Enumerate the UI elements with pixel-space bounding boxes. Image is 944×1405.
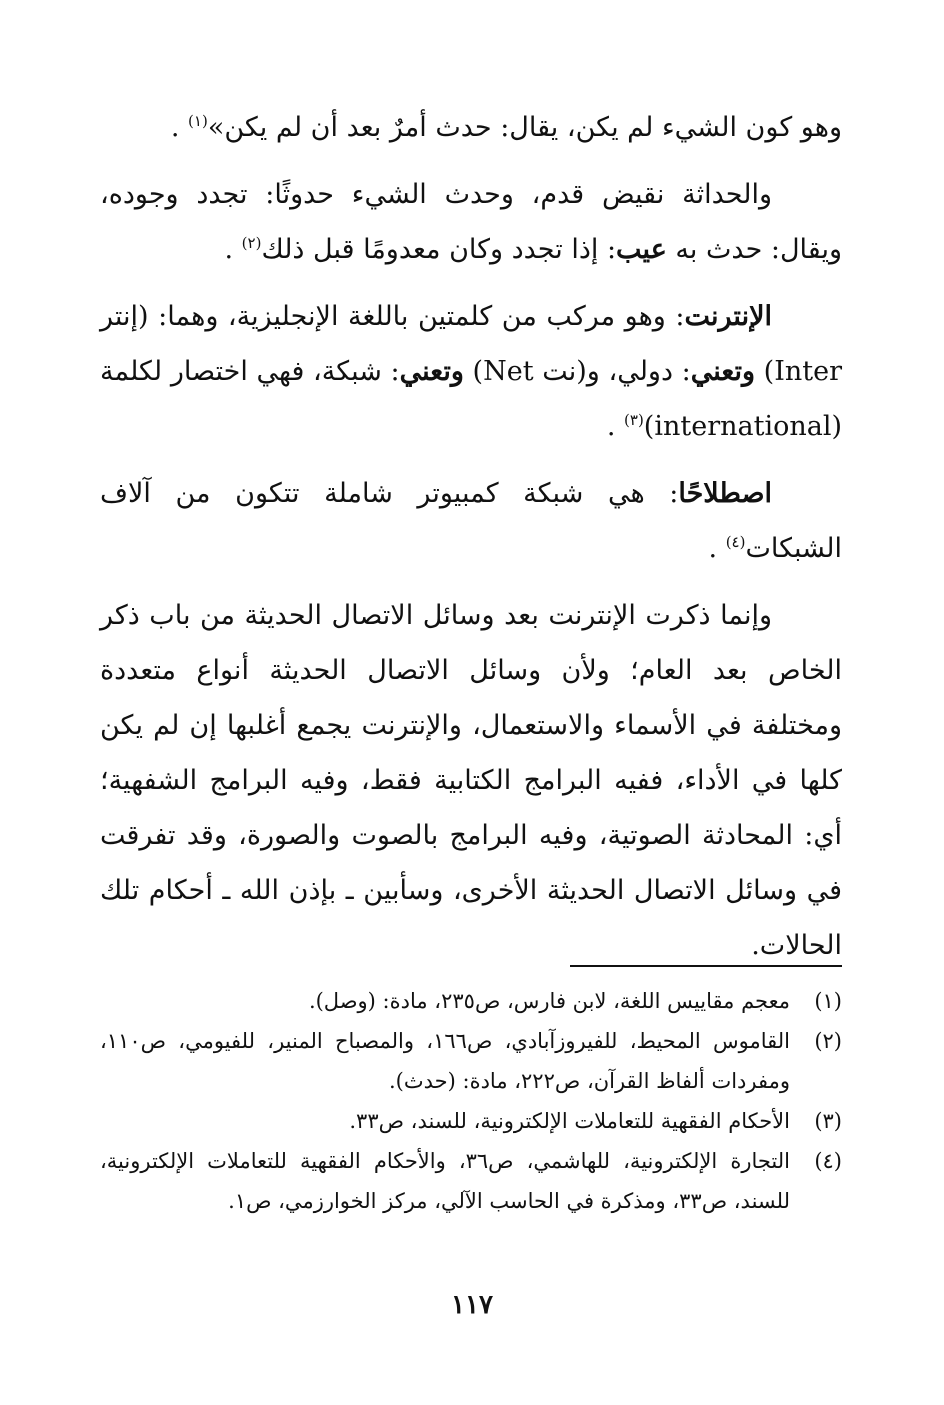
term-aib: عيب xyxy=(616,234,667,265)
footnotes xyxy=(100,965,842,1221)
paragraph-3 xyxy=(100,289,842,454)
footnote-4-text: التجارة الإلكترونية، للهاشمي، ص٣٦، والأحكام الفقهية للتعاملات الإلكترونية، للسند، ص٣٣، ومذكرة في الحاسب الآلي، مركز الخوارزمي، ص١. xyxy=(100,1149,790,1213)
term-means-2: وتعني xyxy=(399,356,464,387)
paragraph-3-end: . xyxy=(606,411,616,442)
footnote-2-text: القاموس المحيط، للفيروزآبادي، ص١٦٦، والمصباح المنير، للفيومي، ص١١٠، ومفردات ألفاظ القرآن، ص٢٢٢، مادة: (حدث). xyxy=(100,1029,790,1093)
footnote-1 xyxy=(100,981,842,1021)
footnote-1-text: معجم مقاييس اللغة، لابن فارس، ص٢٣٥، مادة: (وصل). xyxy=(308,989,790,1013)
paragraph-3-text3: : شبكة، فهي اختصار لكلمة (international) xyxy=(100,356,842,442)
footnote-2-number: (٢) xyxy=(814,1029,842,1053)
paragraph-1 xyxy=(100,100,842,155)
footnote-divider xyxy=(570,965,842,967)
footnote-ref-2: (٢) xyxy=(241,234,262,252)
page-number: ١١٧ xyxy=(451,1290,493,1320)
paragraph-2 xyxy=(100,167,842,277)
footnote-3-number: (٣) xyxy=(814,1109,842,1133)
paragraph-1-end: . xyxy=(170,112,180,143)
footnote-2 xyxy=(100,1021,842,1101)
term-technical: اصطلاحًا xyxy=(678,478,772,509)
paragraph-4-end: . xyxy=(708,533,718,564)
footnote-4 xyxy=(100,1141,842,1221)
term-means-1: وتعني xyxy=(690,356,755,387)
paragraph-1-text: وهو كون الشيء لم يكن، يقال: حدث أمرٌ بعد أن لم يكن» xyxy=(207,112,842,143)
paragraph-2-text: والحداثة نقيض قدم، وحدث الشيء حدوثًا: تجدد وجوده، ويقال: حدث به xyxy=(100,179,842,265)
paragraph-4 xyxy=(100,466,842,576)
body-text xyxy=(100,100,842,973)
footnote-ref-1: (١) xyxy=(188,112,208,130)
paragraph-2-text2: : إذا تجدد وكان معدومًا قبل ذلك xyxy=(261,234,617,265)
paragraph-4-text: : هي شبكة كمبيوتر شاملة تتكون من آلاف الشبكات xyxy=(100,478,842,564)
paragraph-3-text2: : دولي، و(نت Net) xyxy=(463,356,691,387)
footnote-3 xyxy=(100,1101,842,1141)
footnote-ref-4: (٤) xyxy=(725,533,746,551)
footnote-4-number: (٤) xyxy=(814,1149,842,1173)
footnote-3-text: الأحكام الفقهية للتعاملات الإلكترونية، للسند، ص٣٣. xyxy=(349,1109,790,1133)
paragraph-5-text: وإنما ذكرت الإنترنت بعد وسائل الاتصال الحديثة من باب ذكر الخاص بعد العام؛ ولأن وسائل الاتصال الحديثة أنواع متعددة ومختلفة في الأسماء والاستعمال، والإنترنت يجمع أغلبها إن لم يكن كلها في الأداء، ففيه البرامج الكتابية فقط، وفيه البرامج الشفهية؛ أي: المحادثة الصوتية، وفيه البرامج بالصوت والصورة، وقد تفرقت في وسائل الاتصال الحديثة الأخرى، وسأبين ـ بإذن الله ـ أحكام تلك الحالات. xyxy=(100,600,842,961)
term-internet: الإنترنت xyxy=(684,301,772,332)
page-body xyxy=(100,100,842,985)
paragraph-3-text1: : وهو مركب من كلمتين باللغة الإنجليزية، وهما: (إنتر Inter) xyxy=(100,301,842,387)
paragraph-2-end: . xyxy=(224,234,234,265)
footnote-ref-3: (٣) xyxy=(624,411,644,429)
paragraph-5 xyxy=(100,588,842,973)
footnote-1-number: (١) xyxy=(814,989,842,1013)
